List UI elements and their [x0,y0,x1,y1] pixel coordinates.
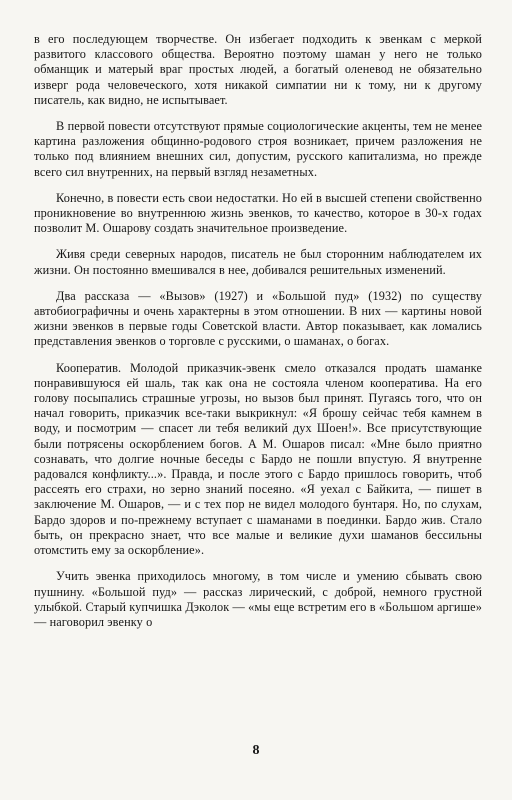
page-body [34,32,482,641]
paragraph-5: Два рассказа — «Вызов» (1927) и «Большой пуд» (1932) по существу автобиографичны и очень характерны в этом отношении. В них — картины новой жизни эвенков в первые годы Советской власти. Автор показывает, как ломались представления эвенков о торговле с русскими, о шаманах, о богах. [34,288,482,349]
paragraph-3: Конечно, в повести есть свои недостатки. Но ей в высшей степени свойственно проникновение во внутреннюю жизнь эвенков, то качество, которое в 30-х годах позволит М. Ошарову создать значительное произведение. [34,190,482,236]
paragraph-1: в его последующем творчестве. Он избегает подходить к эвенкам с меркой развитого классового общества. Вероятно поэтому шаман у него не только обманщик и матерый враг простых людей, а богатый оленевод не обязательно изверг рода человеческого, хотя никакой симпатии ни к тому, ни к другому писатель, как видно, не испытывает. [34,32,482,107]
page-number: 8 [252,743,260,758]
paragraph-6: Кооператив. Молодой приказчик-эвенк смело отказался продать шаманке понравившуюся ей шаль, так как она не состояла членом кооператива. На его голову посыпались страшные угрозы, но вызов был принят. Пугаясь того, что он начал говорить, приказчик все-таки выкрикнул: «Я брошу сейчас тебя камнем в воду, и посмотрим — спасет ли тебя великий дух Шоен!». Все присутствующие были потрясены оскорблением богов. А М. Ошаров писал: «Мне было приятно сознавать, что долгие ночные беседы с Бардо не пошли впустую. Я внутренне радовался конфликту...». Правда, и после этого с Бардо пришлось говорить, чтоб рассеять его страхи, но зерно знаний посеяно. «Я уехал с Байкита, — пишет в заключение М. Ошаров, — и с тех пор не видел молодого бунтаря. Но, по слухам, Бардо здоров и по-прежнему вступает с шаманами в поединки. Бардо жив. Стало быть, он прекрасно знает, что все малые и великие духи шаманов бессильны отомстить ему за оскорбление». [34,360,482,558]
paragraph-4: Живя среди северных народов, писатель не был сторонним наблюдателем их жизни. Он постоянно вмешивался в нее, добивался решительных изменений. [34,247,482,277]
paragraph-2: В первой повести отсутствуют прямые социологические акценты, тем не менее картина разложения общинно-родового строя возникает, причем разложения не только под влиянием внешних сил, допустим, русского капитализма, но прежде всего сил внутренних, на первый взгляд незаметных. [34,119,482,179]
paragraph-7: Учить эвенка приходилось многому, в том числе и умению сбывать свою пушнину. «Большой пуд» — рассказ лирический, с доброй, немного грустной улыбкой. Старый купчишка Дэколок — «мы еще встретим его в «Большом аргише» — наговорил эвенку о [34,569,482,629]
